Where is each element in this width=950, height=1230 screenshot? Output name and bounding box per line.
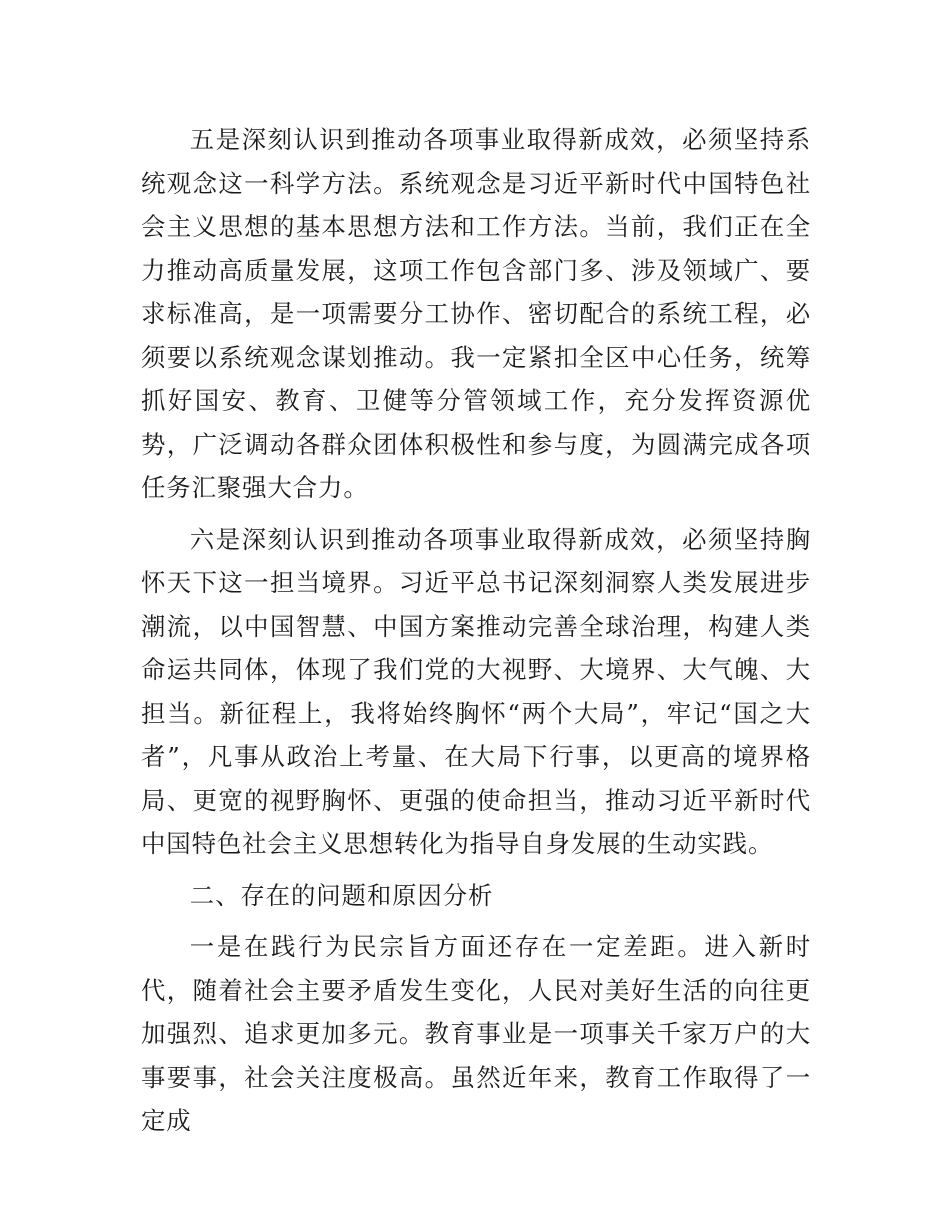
paragraph-six: 六是深刻认识到推动各项事业取得新成效，必须坚持胸怀天下这一担当境界。习近平总书记深刻洞察人类发展进步潮流，以中国智慧、中国方案推动完善全球治理，构建人类命运共同体，体现了我们党的大视野、大境界、大气魄、大担当。新征程上，我将始终胸怀“两个大局”，牢记“国之大者”，凡事从政治上考量、在大局下行事，以更高的境界格局、更宽的视野胸怀、更强的使命担当，推动习近平新时代中国特色社会主义思想转化为指导自身发展的生动实践。 [141, 524, 811, 858]
document-body [141, 118, 811, 1143]
paragraph-problem-one: 一是在践行为民宗旨方面还存在一定差距。进入新时代，随着社会主要矛盾发生变化，人民对美好生活的向往更加强烈、追求更加多元。教育事业是一项事关千家万户的大事要事，社会关注度极高。虽然近年来，教育工作取得了一定成 [141, 932, 811, 1135]
section-heading: 二、存在的问题和原因分析 [189, 880, 494, 910]
paragraph-five: 五是深刻认识到推动各项事业取得新成效，必须坚持系统观念这一科学方法。系统观念是习近平新时代中国特色社会主义思想的基本思想方法和工作方法。当前，我们正在全力推动高质量发展，这项工作包含部门多、涉及领域广、要求标准高，是一项需要分工协作、密切配合的系统工程，必须要以系统观念谋划推动。我一定紧扣全区中心任务，统筹抓好国安、教育、卫健等分管领域工作，充分发挥资源优势，广泛调动各群众团体积极性和参与度，为圆满完成各项任务汇聚强大合力。 [141, 125, 811, 502]
